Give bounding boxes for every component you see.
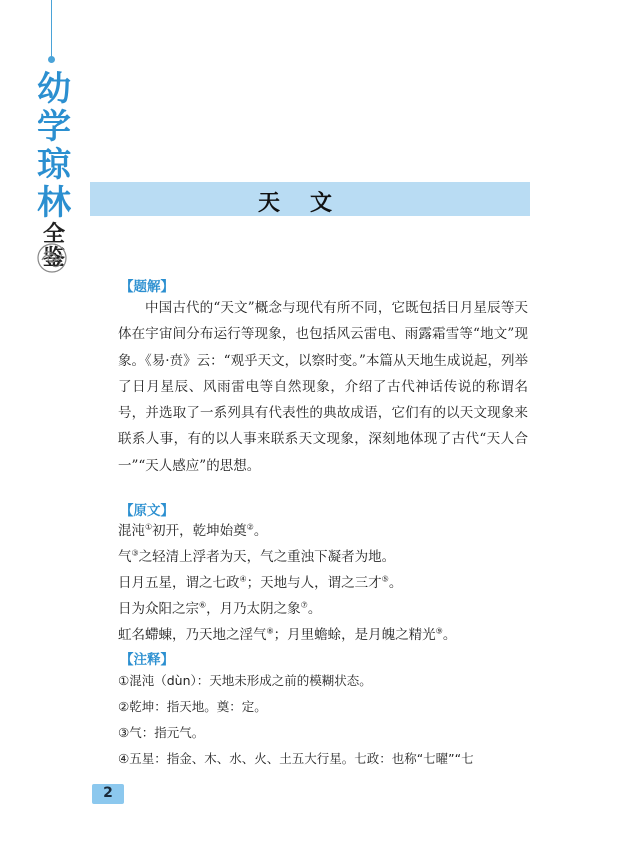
zhushi-label: 【注释】	[120, 652, 174, 668]
series-char-2: 学	[37, 107, 71, 147]
series-char-1: 幼	[37, 69, 71, 109]
series-char-3: 琼	[37, 145, 71, 185]
yuanwen-line-5: 虹名螮蝀，乃天地之淫气⑧；月里蟾蜍，是月魄之精光⑨。	[118, 626, 457, 643]
yuanwen-line-4: 日为众阳之宗⑥，月乃太阴之象⑦。	[118, 600, 322, 617]
page-number: 2	[103, 785, 113, 801]
series-suffix-1: 全	[42, 221, 65, 247]
side-rule	[51, 0, 52, 60]
yuanwen-line-1: 混沌①初开，乾坤始奠②。	[118, 522, 268, 539]
page-number-badge	[92, 784, 124, 804]
side-dot	[48, 56, 55, 63]
tijie-paragraph: 中国古代的“天文”概念与现代有所不同，它既包括日月星辰等天体在宇宙间分布运行等现象，也包括风云雷电、雨露霜雪等“地文”现象。《易·贲》云：“观乎天文，以察时变。”本篇从天地生成说起，列举了日月星辰、风雨雷电等自然现象，介绍了古代神话传说的称谓名号，并选取了一系列具有代表性的典故成语，它们有的以天文现象来联系人事，有的以人事来联系天文现象，深刻地体现了古代“天人合一”“天人感应”的思想。	[118, 300, 528, 474]
title-banner	[90, 182, 530, 216]
note-4: ④五星：指金、木、水、火、土五大行星。七政：也称“七曜”“七	[118, 751, 474, 766]
yuanwen-line-2: 气③之轻清上浮者为天，气之重浊下凝者为地。	[118, 548, 396, 565]
series-char-4: 林	[37, 183, 71, 223]
note-3: ③气：指元气。	[118, 725, 205, 740]
yuanwen-label: 【原文】	[120, 503, 174, 519]
chapter-title: 天文	[257, 190, 362, 216]
cloud-ornament-icon	[34, 240, 70, 276]
yuanwen-line-3: 日月五星，谓之七政④；天地与人，谓之三才⑤。	[118, 574, 403, 591]
series-suffix-2: 鉴	[42, 245, 65, 271]
note-2: ②乾坤：指天地。奠：定。	[118, 699, 267, 714]
tijie-label: 【题解】	[120, 279, 174, 295]
note-1: ①混沌（dùn）：天地未形成之前的模糊状态。	[118, 673, 372, 688]
